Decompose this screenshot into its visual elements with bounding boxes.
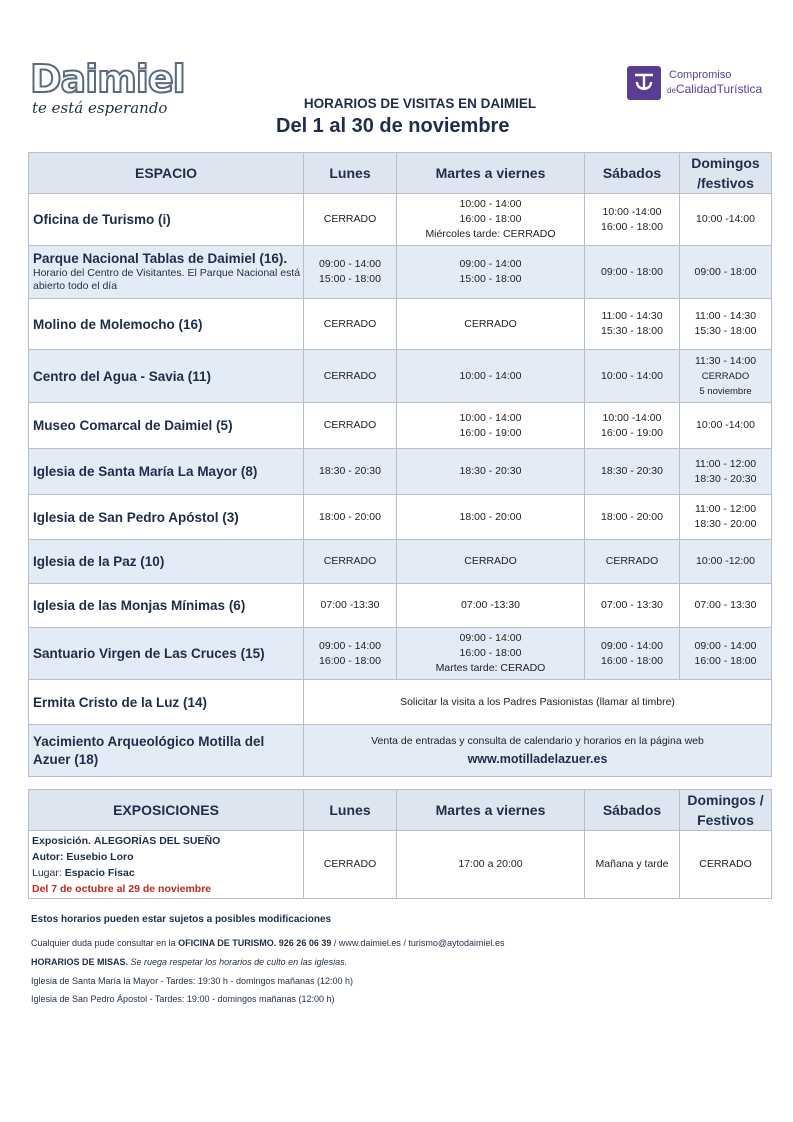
cell-tue: 18:00 - 20:00: [397, 495, 585, 540]
space-name: Iglesia de Santa María La Mayor (8): [29, 449, 304, 495]
col-header-space: ESPACIO: [29, 153, 304, 194]
yacimiento-info: Venta de entradas y consulta de calendario y horarios en la página web www.motilladelazuer.es: [304, 725, 772, 777]
cell-sun: 11:30 - 14:00 CERRADO 5 noviembre: [680, 350, 772, 403]
space-name: Parque Nacional Tablas de Daimiel (16). Horario del Centro de Visitantes. El Parque Nacional está abierto todo el día: [29, 246, 304, 299]
space-name: Iglesia de las Monjas Mínimas (6): [29, 584, 304, 628]
quality-line2: deCalidadTurística: [667, 82, 763, 96]
cell-sat: 18:00 - 20:00: [585, 495, 680, 540]
col-header-monday: Lunes: [304, 153, 397, 194]
contact-line: Cualquier duda pude consultar en la OFICINA DE TURISMO. 926 26 06 39 / www.daimiel.es / turismo@aytodaimiel.es: [31, 938, 505, 948]
space-name: Centro del Agua - Savia (11): [29, 350, 304, 403]
cell-sat: 07:00 - 13:30: [585, 584, 680, 628]
cell-sun: 10:00 -14:00: [680, 194, 772, 246]
table-row: [29, 540, 772, 584]
cell-sat: 10:00 -14:00 16:00 - 19:00: [585, 403, 680, 449]
col-header-saturday: Sábados: [585, 153, 680, 194]
cell-monday: CERRADO: [304, 831, 397, 899]
visits-header-row: [29, 153, 772, 194]
cell-mon: 18:00 - 20:00: [304, 495, 397, 540]
cell-sun: 11:00 - 12:00 18:30 - 20:30: [680, 449, 772, 495]
cell-sat: 11:00 - 14:30 15:30 - 18:00: [585, 299, 680, 350]
exhibitions-header-row: [29, 790, 772, 831]
table-row: [29, 831, 772, 899]
table-row: [29, 350, 772, 403]
quality-emblem-icon: [627, 66, 661, 100]
cell-mon: 18:30 - 20:30: [304, 449, 397, 495]
col-header-saturday: Sábados: [585, 790, 680, 831]
space-name: Santuario Virgen de Las Cruces (15): [29, 628, 304, 680]
space-name: Yacimiento Arqueológico Motilla del Azuer (18): [29, 725, 304, 777]
space-note: Horario del Centro de Visitantes. El Parque Nacional está abierto todo el día: [33, 267, 301, 292]
visits-table: [28, 152, 772, 777]
col-header-sunday: Domingos / Festivos: [680, 790, 772, 831]
space-name: Oficina de Turismo (i): [29, 194, 304, 246]
table-row: [29, 584, 772, 628]
cell-mon: CERRADO: [304, 403, 397, 449]
table-row: [29, 449, 772, 495]
cell-sun: 09:00 - 14:00 16:00 - 18:00: [680, 628, 772, 680]
logo-tagline: te está esperando: [32, 99, 168, 117]
logo-wordmark: Daimiel: [30, 57, 185, 101]
table-row: [29, 628, 772, 680]
space-name: Iglesia de San Pedro Apóstol (3): [29, 495, 304, 540]
table-row: [29, 680, 772, 725]
exhibition-dates: Del 7 de octubre al 29 de noviembre: [32, 882, 212, 895]
cell-tue: 18:30 - 20:30: [397, 449, 585, 495]
cell-saturday: Mañana y tarde: [585, 831, 680, 899]
exhibitions-table: [28, 789, 772, 899]
col-header-monday: Lunes: [304, 790, 397, 831]
table-row: [29, 299, 772, 350]
tourism-office: OFICINA DE TURISMO. 926 26 06 39: [178, 938, 332, 948]
ermita-info: Solicitar la visita a los Padres Pasionistas (llamar al timbre): [304, 680, 772, 725]
col-header-exhibitions: EXPOSICIONES: [29, 790, 304, 831]
cell-tue: CERRADO: [397, 540, 585, 584]
cell-mon: CERRADO: [304, 299, 397, 350]
cell-sat: 10:00 -14:00 16:00 - 18:00: [585, 194, 680, 246]
col-header-tue-fri: Martes a viernes: [397, 153, 585, 194]
space-name: Iglesia de la Paz (10): [29, 540, 304, 584]
cell-tue: 10:00 - 14:00 16:00 - 18:00 Miércoles tarde: CERRADO: [397, 194, 585, 246]
space-name: Ermita Cristo de la Luz (14): [29, 680, 304, 725]
cell-mon: CERRADO: [304, 194, 397, 246]
cell-sunday: CERRADO: [680, 831, 772, 899]
cell-mon: 09:00 - 14:00 15:00 - 18:00: [304, 246, 397, 299]
masses-line: HORARIOS DE MISAS. Se ruega respetar los horarios de culto en las iglesias.: [31, 957, 348, 967]
cell-tue: 10:00 - 14:00 16:00 - 19:00: [397, 403, 585, 449]
table-row: [29, 403, 772, 449]
disclaimer: Estos horarios pueden estar sujetos a posibles modificaciones: [31, 914, 332, 925]
cell-sat: 09:00 - 14:00 16:00 - 18:00: [585, 628, 680, 680]
table-row: [29, 495, 772, 540]
cell-mon: CERRADO: [304, 350, 397, 403]
cell-sun: 07:00 - 13:30: [680, 584, 772, 628]
cell-tue: 09:00 - 14:00 15:00 - 18:00: [397, 246, 585, 299]
cell-sun: 11:00 - 14:30 15:30 - 18:00: [680, 299, 772, 350]
quality-line1: Compromiso: [669, 69, 732, 81]
table-row: [29, 246, 772, 299]
cell-sun: 09:00 - 18:00: [680, 246, 772, 299]
col-header-tue-fri: Martes a viernes: [397, 790, 585, 831]
mass-san-pedro: Iglesia de San Pedro Ápostol - Tardes: 19:00 - domingos mañanas (12:00 h): [31, 994, 335, 1004]
cell-sun: 10:00 -12:00: [680, 540, 772, 584]
cell-sat: 10:00 - 14:00: [585, 350, 680, 403]
cell-tue: 09:00 - 14:00 16:00 - 18:00 Martes tarde: CERADO: [397, 628, 585, 680]
page-dates: Del 1 al 30 de noviembre: [276, 115, 510, 137]
cell-sun: 10:00 -14:00: [680, 403, 772, 449]
cell-tue-fri: 17:00 a 20:00: [397, 831, 585, 899]
exhibition-details: Exposición. ALEGORÍAS DEL SUEÑO Autor: Eusebio Loro Lugar: Espacio Fisac Del 7 de octubre al 29 de noviembre: [29, 831, 304, 899]
cell-mon: 07:00 -13:30: [304, 584, 397, 628]
cell-mon: 09:00 - 14:00 16:00 - 18:00: [304, 628, 397, 680]
space-name: Molino de Molemocho (16): [29, 299, 304, 350]
page-title: HORARIOS DE VISITAS EN DAIMIEL: [303, 96, 537, 111]
table-row: [29, 725, 772, 777]
space-name: Museo Comarcal de Daimiel (5): [29, 403, 304, 449]
mass-santa-maria: Iglesia de Santa María la Mayor - Tardes: 19:30 h - domingos mañanas (12:00 h): [31, 976, 354, 986]
cell-tue: CERRADO: [397, 299, 585, 350]
cell-sat: 09:00 - 18:00: [585, 246, 680, 299]
cell-sat: CERRADO: [585, 540, 680, 584]
cell-sat: 18:30 - 20:30: [585, 449, 680, 495]
cell-tue: 07:00 -13:30: [397, 584, 585, 628]
cell-mon: CERRADO: [304, 540, 397, 584]
cell-tue: 10:00 - 14:00: [397, 350, 585, 403]
motilla-website-link[interactable]: www.motilladelazuer.es: [467, 752, 608, 766]
cell-sun: 11:00 - 12:00 18:30 - 20:00: [680, 495, 772, 540]
table-row: [29, 194, 772, 246]
col-header-sunday: Domingos /festivos: [680, 153, 772, 194]
